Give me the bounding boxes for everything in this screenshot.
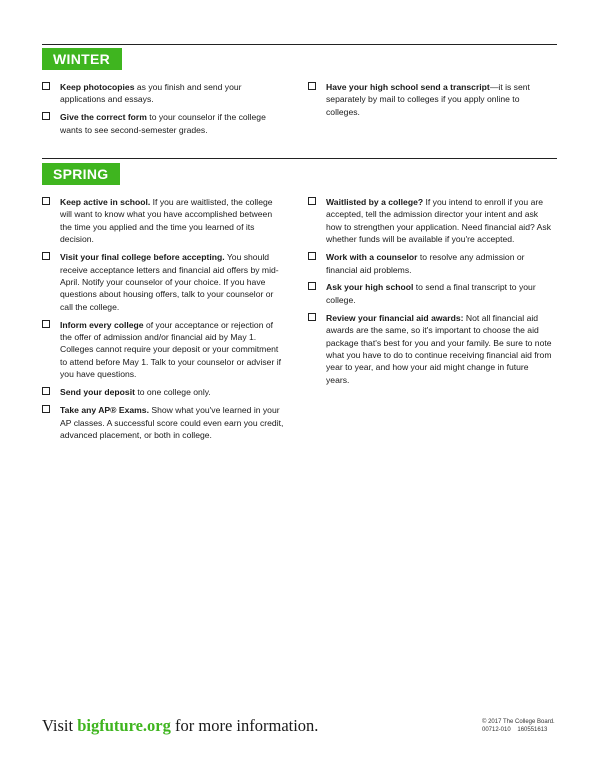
document-codes: 00712-010 160551613: [482, 727, 548, 733]
item-heading: Work with a counselor: [326, 252, 418, 263]
checklist-item: [42, 319, 286, 381]
footer-legal: [482, 718, 555, 734]
item-heading: Give the correct form: [60, 112, 147, 123]
spring-left-column: [42, 196, 286, 447]
footer-visit-suffix: for more information.: [170, 716, 319, 735]
winter-rule: [42, 44, 557, 45]
item-heading: Review your financial aid awards:: [326, 312, 464, 323]
checkbox-icon[interactable]: [308, 282, 316, 290]
item-heading: Send your deposit: [60, 387, 135, 398]
item-text: Show what you've learned in your AP classes. A successful score could even earn you credit, advanced placement, or both in college.: [60, 405, 284, 440]
checkbox-icon[interactable]: [308, 252, 316, 260]
item-text: If you are waitlisted, the college will want to know what you have accomplished between the time you applied and the time you learned of its decision.: [60, 197, 273, 245]
checkbox-icon[interactable]: [42, 405, 50, 413]
item-text: to one college only.: [134, 387, 211, 398]
checklist-item: [42, 196, 286, 246]
winter-section: [42, 44, 557, 144]
spring-label: SPRING: [42, 163, 120, 185]
item-text: to resolve any admission or financial aid problems.: [326, 252, 525, 275]
checklist-item: [308, 281, 552, 306]
footer-visit-prefix: Visit: [42, 716, 78, 735]
item-heading: Keep photocopies: [60, 82, 135, 92]
checkbox-icon[interactable]: [42, 112, 50, 120]
checkbox-icon[interactable]: [308, 313, 316, 321]
spring-right-column: [308, 196, 552, 392]
item-heading: Ask your high school: [326, 282, 414, 293]
checkbox-icon[interactable]: [308, 197, 316, 205]
item-heading: Have your high school send a transcript: [326, 82, 490, 92]
checklist-item: [42, 81, 286, 106]
item-heading: Take any AP® Exams.: [60, 405, 149, 416]
item-text: of your acceptance or rejection of the offer of admission and/or financial aid by May 1. Colleges cannot require your deposit or your commitment to attend before May 1. Talk to your counselor or adviser if you have questions.: [60, 319, 282, 380]
checkbox-icon[interactable]: [42, 197, 50, 205]
item-text: If you intend to enroll if you are accepted, tell the admission director your intent and ask how to strengthen your application. Need financial aid? Ask whether funds will be available if you're accepted.: [326, 197, 552, 245]
item-heading: Waitlisted by a college?: [326, 197, 424, 207]
item-heading: Keep active in school.: [60, 197, 151, 207]
winter-label: WINTER: [42, 48, 122, 70]
checklist-item: [308, 312, 552, 386]
item-text: as you finish and send your applications and essays.: [60, 82, 242, 105]
item-text: You should receive acceptance letters and financial aid offers by mid-April. Notify your counselor of your choice. If you have questions about housing offers, talk to your counselor or call the college.: [60, 252, 279, 312]
checklist-item: [308, 81, 552, 118]
spring-rule: [42, 158, 557, 159]
item-text: to send a final transcript to your college.: [326, 282, 536, 305]
checkbox-icon[interactable]: [42, 387, 50, 395]
bigfuture-link[interactable]: bigfuture.org: [77, 716, 171, 735]
checkbox-icon[interactable]: [42, 320, 50, 328]
copyright-text: © 2017 The College Board.: [482, 719, 555, 725]
checkbox-icon[interactable]: [308, 82, 316, 90]
item-heading: Visit your final college before accepting.: [60, 252, 225, 263]
winter-right-column: [308, 81, 552, 124]
checkbox-icon[interactable]: [42, 252, 50, 260]
winter-left-column: [42, 81, 286, 142]
footer-visit-line: [42, 716, 318, 736]
checklist-item: [42, 404, 286, 441]
item-text: Not all financial aid awards are the same, so it's important to choose the aid package that's best for you and your family. Be sure to note what you have to do to continue receiving financial aid from year to year, and how your aid might change in future years.: [326, 312, 552, 385]
checklist-item: [42, 111, 286, 136]
item-text: —it is sent separately by mail to colleges if you apply online to colleges.: [326, 82, 530, 117]
checklist-item: [308, 251, 552, 276]
checklist-item: [42, 386, 286, 398]
checkbox-icon[interactable]: [42, 82, 50, 90]
checklist-item: [308, 196, 552, 246]
checklist-item: [42, 251, 286, 313]
item-heading: Inform every college: [60, 319, 144, 330]
item-text: to your counselor if the college wants to see second-semester grades.: [60, 112, 266, 135]
spring-section: [42, 158, 557, 458]
